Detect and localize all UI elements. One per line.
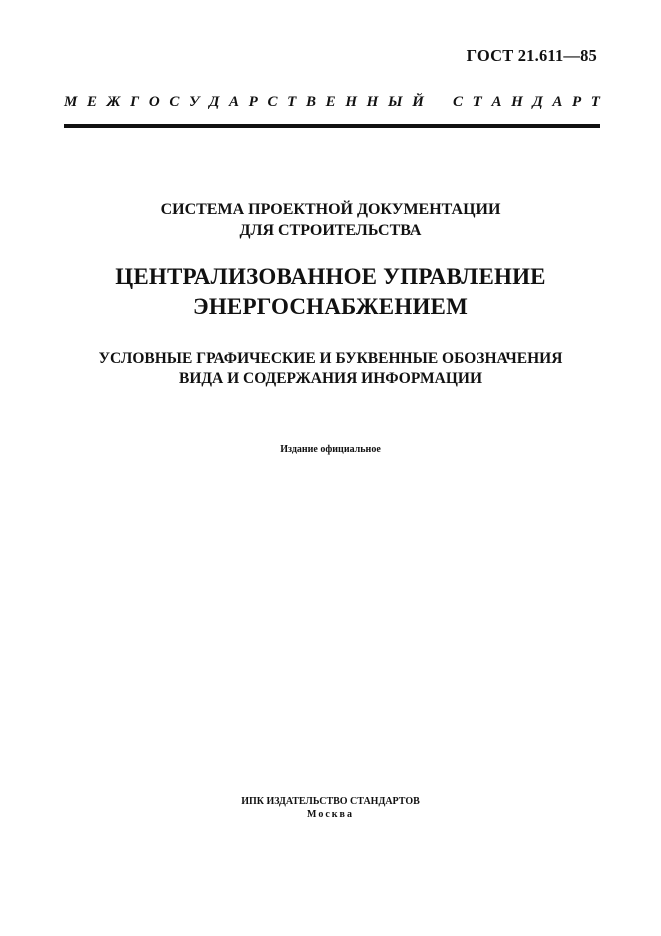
publication-city: Москва <box>307 809 354 820</box>
main-title-line-2: ЭНЕРГОСНАБЖЕНИЕМ <box>193 294 468 319</box>
main-title <box>40 262 621 322</box>
standard-type-heading <box>64 94 600 111</box>
sub-title <box>40 349 621 389</box>
sub-title-line-2: ВИДА И СОДЕРЖАНИЯ ИНФОРМАЦИИ <box>179 370 482 387</box>
system-title-line-2: ДЛЯ СТРОИТЕЛЬСТВА <box>239 222 422 239</box>
heading-rule <box>64 124 600 128</box>
main-title-line-1: ЦЕНТРАЛИЗОВАННОЕ УПРАВЛЕНИЕ <box>115 264 546 289</box>
publisher-name: ИПК ИЗДАТЕЛЬСТВО СТАНДАРТОВ <box>241 796 420 807</box>
gost-number: ГОСТ 21.611—85 <box>466 46 597 65</box>
edition-note: Издание официальное <box>280 444 381 455</box>
system-title <box>40 199 621 241</box>
standard-type-word-standard: С Т А Н Д А Р Т <box>453 94 600 110</box>
sub-title-line-1: УСЛОВНЫЕ ГРАФИЧЕСКИЕ И БУКВЕННЫЕ ОБОЗНАЧЕНИЯ <box>98 350 563 367</box>
system-title-line-1: СИСТЕМА ПРОЕКТНОЙ ДОКУМЕНТАЦИИ <box>160 201 501 218</box>
standard-type-word-interstate: М Е Ж Г О С У Д А Р С Т В Е Н Н Ы Й <box>64 94 424 110</box>
